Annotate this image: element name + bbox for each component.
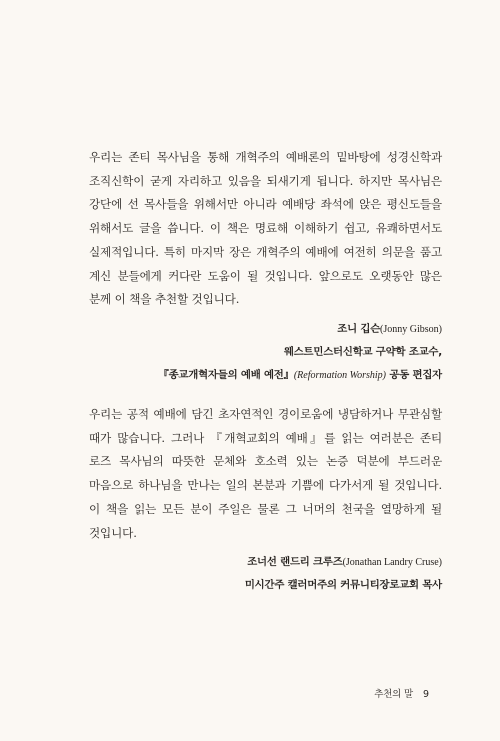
endorsement-text: 우리는 공적 예배에 담긴 초자연적인 경이로움에 냉담하거나 무관심할 때가 많습니다. 그러나 『개혁교회의 예배』를 읽는 여러분은 존티 로즈 목사님의 따뜻한 문체와 호소력 있는 논증 덕분에 부드러운 마음으로 하나님을 만나는 일의 본분과 기쁨에 다가서게 될 것입니다. 이 책을 읽는 모든 분이 주일은 물론 그 너머의 천국을 열망하게 될 것입니다.: [89, 407, 442, 540]
book-title: 『종교개혁자들의 예배 예전』: [158, 368, 294, 381]
book-title-english: (Reformation Worship): [293, 369, 386, 381]
author-name-english: (Jonny Gibson): [380, 323, 442, 335]
author-name-english: (Jonathan Landry Cruse): [342, 557, 442, 569]
author-name: 조니 깁슨: [337, 322, 381, 335]
author-line: [89, 551, 442, 574]
page-number: 9: [422, 689, 429, 700]
endorsement-signature: [89, 318, 442, 387]
page-footer: [374, 686, 429, 700]
author-title: 미시간주 캘러머주의 커뮤니티장로교회 목사: [244, 579, 442, 592]
author-line: [89, 318, 442, 341]
endorsement-gibson: [89, 146, 442, 387]
author-title: 웨스트민스터신학교 구약학 조교수,: [283, 345, 442, 358]
author-affiliation: [89, 364, 442, 387]
author-name: 조너선 랜드리 크루즈: [247, 556, 343, 569]
editor-role: 공동 편집자: [385, 368, 442, 381]
endorsement-text: 우리는 존티 목사님을 통해 개혁주의 예배론의 밑바탕에 성경신학과 조직신학이 굳게 자리하고 있음을 되새기게 됩니다. 하지만 목사님은 강단에 선 목사들을 위해서만 아니라 예배당 좌석에 앉은 평신도들을 위해서도 글을 씁니다. 이 책은 명료해 이해하기 쉽고, 유쾌하면서도 실제적입니다. 특히 마지막 장은 개혁주의 예배에 여전히 의문을 품고 계신 분들에게 커다란 도움이 될 것입니다. 앞으로도 오랫동안 많은 분께 이 책을 추천할 것입니다.: [89, 150, 442, 307]
running-footer-section: 추천의 말: [374, 689, 413, 700]
endorsement-cruse: [89, 403, 442, 597]
endorsement-signature: [89, 551, 442, 597]
